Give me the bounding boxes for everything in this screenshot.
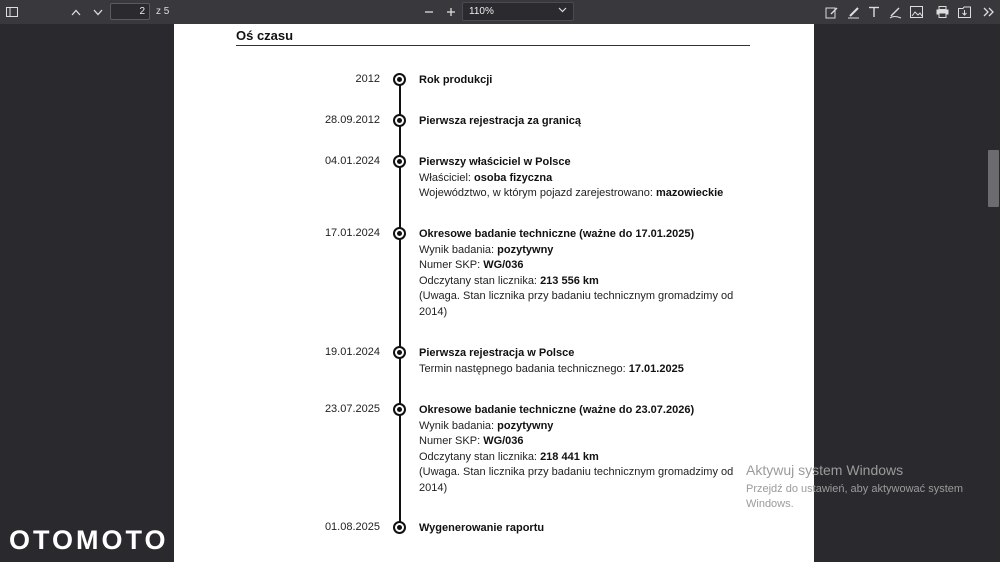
event-note: (Uwaga. Stan licznika przy badaniu technicznym gromadzimy od 2014) [419, 466, 734, 494]
save-icon[interactable] [955, 3, 973, 21]
event-title: Pierwsza rejestracja w Polsce [419, 347, 575, 359]
event-content [419, 114, 739, 130]
event-date: 04.01.2024 [324, 155, 380, 167]
timeline-dot-icon [393, 346, 406, 359]
edit-icon[interactable] [822, 3, 840, 21]
event-detail: Numer SKP: WG/036 [419, 435, 524, 448]
event-detail: Wynik badania: pozytywny [419, 419, 554, 432]
timeline-dot-icon [393, 403, 406, 416]
pdf-toolbar [0, 0, 1000, 24]
event-detail: Numer SKP: WG/036 [419, 259, 524, 272]
event-date: 2012 [355, 73, 380, 85]
zoom-value: 110% [469, 6, 494, 17]
more-tools-icon[interactable] [980, 3, 998, 21]
draw-icon[interactable] [886, 3, 904, 21]
event-content [419, 521, 739, 537]
section-divider [236, 45, 750, 46]
scrollbar-track[interactable] [986, 24, 1000, 562]
event-content [419, 346, 739, 377]
event-content [419, 403, 739, 497]
timeline-dot-icon [393, 227, 406, 240]
event-detail: Wynik badania: pozytywny [419, 243, 554, 256]
event-detail: Odczytany stan licznika: 218 441 km [419, 450, 599, 463]
windows-activation-watermark [746, 462, 976, 512]
event-title: Pierwszy właściciel w Polsce [419, 156, 571, 168]
timeline-line [399, 80, 401, 530]
event-date: 17.01.2024 [324, 227, 380, 239]
event-title: Rok produkcji [419, 74, 493, 86]
zoom-in-icon[interactable] [442, 3, 460, 21]
event-content [419, 155, 739, 202]
event-detail: Właściciel: osoba fizyczna [419, 171, 553, 184]
page-total-label: z 5 [156, 6, 170, 17]
watermark-title: Aktywuj system Windows [746, 462, 904, 478]
event-note: (Uwaga. Stan licznika przy badaniu technicznym gromadzimy od 2014) [419, 290, 734, 318]
highlight-icon[interactable] [844, 3, 862, 21]
event-title: Pierwsza rejestracja za granicą [419, 115, 582, 127]
event-title: Okresowe badanie techniczne (ważne do 17.01.2025) [419, 228, 695, 240]
event-content [419, 227, 739, 321]
event-title: Okresowe badanie techniczne (ważne do 23.07.2026) [419, 404, 695, 416]
event-date: 01.08.2025 [324, 521, 380, 533]
event-date: 28.09.2012 [324, 114, 380, 126]
event-detail: Województwo, w którym pojazd zarejestrowano: mazowieckie [419, 187, 724, 200]
text-icon[interactable] [865, 3, 883, 21]
chevron-down-icon [558, 5, 567, 16]
event-date: 19.01.2024 [324, 346, 380, 358]
sidebar-toggle-icon[interactable] [3, 3, 21, 21]
event-date: 23.07.2025 [324, 403, 380, 415]
scrollbar-thumb[interactable] [988, 150, 999, 207]
timeline-dot-icon [393, 73, 406, 86]
arrow-down-icon[interactable] [89, 3, 107, 21]
event-detail: Termin następnego badania technicznego: 17.01.2025 [419, 362, 684, 375]
page-number-input[interactable] [110, 3, 150, 20]
zoom-out-icon[interactable] [420, 3, 438, 21]
event-detail: Odczytany stan licznika: 213 556 km [419, 274, 599, 287]
event-content [419, 73, 739, 89]
document-page [174, 24, 814, 562]
image-icon[interactable] [907, 3, 925, 21]
timeline-dot-icon [393, 114, 406, 127]
event-title: Wygenerowanie raportu [419, 522, 545, 534]
print-icon[interactable] [933, 3, 951, 21]
timeline-dot-icon [393, 155, 406, 168]
otomoto-logo: OTOMOTO [9, 525, 169, 555]
arrow-up-icon[interactable] [67, 3, 85, 21]
zoom-select[interactable] [462, 2, 574, 21]
timeline-dot-icon [393, 521, 406, 534]
watermark-subtitle: Przejdź do ustawień, aby aktywować system Windows. [746, 483, 964, 510]
section-title: Oś czasu [236, 28, 294, 43]
